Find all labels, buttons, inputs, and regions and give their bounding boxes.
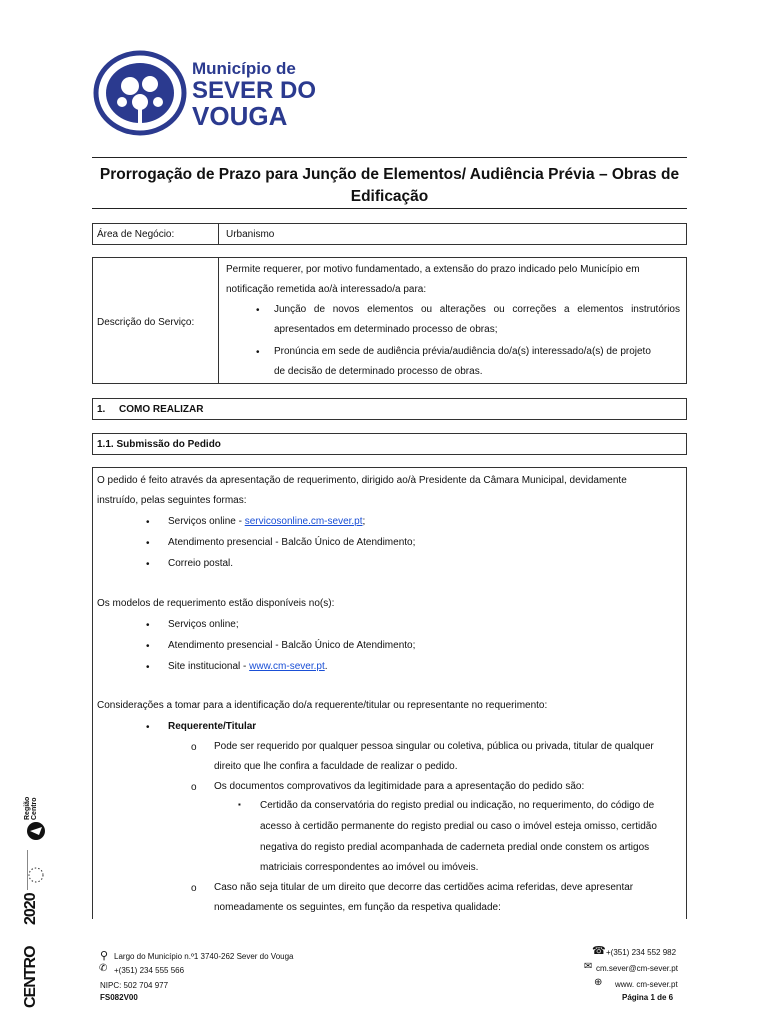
municipality-logo-emblem	[92, 50, 188, 136]
body-s1b: acesso à certidão permanente do registo predial ou caso o imóvel esteja omisso, certidão	[260, 821, 657, 832]
page-number: Página 1 de 6	[622, 993, 674, 1002]
section-1-1-title: 1.1. Submissão do Pedido	[97, 439, 221, 450]
area-value: Urbanismo	[226, 229, 275, 240]
footer-nipc: NIPC: 502 704 977	[100, 981, 169, 990]
body-s1d: matriciais correspondentes ao imóvel ou imóveis.	[260, 862, 479, 873]
footer-fax: +(351) 234 552 982	[606, 948, 677, 957]
fax-icon: ☎	[592, 945, 606, 957]
service-bullet-1b: apresentados em determinado processo de obras;	[274, 324, 498, 335]
bullet-icon: •	[256, 347, 260, 358]
logo-line-1: Município de	[192, 59, 296, 78]
page-title: Prorrogação de Prazo para Junção de Elementos/ Audiência Prévia – Obras de Edificação	[99, 166, 680, 205]
body-p2: Os modelos de requerimento estão disponíveis no(s):	[97, 598, 335, 609]
form-item-presencial: Atendimento presencial - Balcão Único de Atendimento;	[168, 537, 416, 548]
area-row	[92, 223, 687, 245]
phone-icon: ✆	[99, 963, 108, 974]
circle-bullet-icon: o	[191, 742, 197, 753]
form-item-online	[168, 512, 365, 532]
form-item-online-text: Serviços online -	[168, 516, 245, 527]
model-item-site-end: .	[324, 661, 328, 672]
body-s1a: Certidão da conservatória do registo predial ou indicação, no requerimento, do código de	[260, 800, 655, 811]
body-p1a: O pedido é feito através da apresentação de requerimento, dirigido ao/à Presidente da Câmara Municipal, devidamente	[97, 475, 627, 486]
service-label: Descrição do Serviço:	[97, 317, 195, 328]
title-bottom-rule	[92, 208, 687, 209]
municipality-logo-text	[192, 60, 316, 129]
globe-icon: ⊕	[594, 977, 603, 988]
service-bullet-2b: de decisão de determinado processo de obras.	[274, 366, 483, 377]
service-bullet-2a: Pronúncia em sede de audiência prévia/audiência do/a(s) interessado/a(s) de projeto	[274, 346, 651, 357]
bullet-icon: •	[146, 641, 150, 652]
body-s1c: negativa do registo predial acompanhada de caderneta predial onde constem os artigos	[260, 842, 650, 853]
circle-bullet-icon: o	[191, 782, 197, 793]
model-item-site	[168, 657, 328, 677]
bullet-icon: •	[146, 517, 150, 528]
regiao-centro-label: Região Centro	[24, 796, 38, 820]
bullet-icon: •	[146, 538, 150, 549]
service-divider	[218, 257, 219, 384]
area-divider	[218, 223, 219, 245]
servicos-online-link[interactable]: servicosonline.cm-sever.pt	[244, 516, 363, 527]
email-icon: ✉	[584, 961, 593, 972]
square-bullet-icon: ▪	[238, 800, 241, 809]
circle-bullet-icon: o	[191, 883, 197, 894]
bullet-icon: •	[146, 620, 150, 631]
body-o3a: Caso não seja titular de um direito que decorre das certidões acima referidas, deve apresentar	[214, 882, 634, 893]
requerente-heading: Requerente/Titular	[168, 721, 257, 732]
service-intro-1: Permite requerer, por motivo fundamentado, a extensão do prazo indicado pelo Município em	[226, 264, 640, 275]
body-p3: Considerações a tomar para a identificação do/a requerente/titular ou representante no requerimento:	[97, 700, 548, 711]
site-institucional-link[interactable]: www.cm-sever.pt	[249, 661, 325, 672]
portugal-2020-label: 2020	[22, 893, 39, 925]
body-o3b: nomeadamente os seguintes, em função da respetiva qualidade:	[214, 902, 501, 913]
footer-email[interactable]: cm.sever@cm-sever.pt	[596, 964, 678, 973]
bullet-icon: •	[146, 722, 150, 733]
body-p1b: instruído, pelas seguintes formas:	[97, 495, 247, 506]
title-top-rule	[92, 157, 687, 158]
centro-2020-label: CENTRO	[22, 946, 39, 1008]
form-item-correio: Correio postal.	[168, 558, 234, 569]
service-intro-2: notificação remetida ao/à interessado/a para:	[226, 284, 427, 295]
footer-code: FS082V00	[100, 993, 138, 1002]
body-o1a: Pode ser requerido por qualquer pessoa singular ou coletiva, pública ou privada, titular de qualquer	[214, 741, 654, 752]
logo-line-2: SEVER DO	[192, 77, 317, 104]
bullet-icon: •	[146, 662, 150, 673]
area-label: Área de Negócio:	[97, 229, 175, 240]
body-o1b: direito que lhe confira a faculdade de realizar o pedido.	[214, 761, 458, 772]
logo-line-3: VOUGA	[192, 101, 288, 131]
bullet-icon: •	[146, 559, 150, 570]
section-1-title: COMO REALIZAR	[119, 404, 204, 415]
model-item-site-text: Site institucional -	[168, 661, 250, 672]
model-item-presencial: Atendimento presencial - Balcão Único de Atendimento;	[168, 640, 416, 651]
location-pin-icon: ⚲	[100, 950, 109, 962]
footer-address: Largo do Município n.º1 3740-262 Sever do Vouga	[114, 952, 294, 961]
regiao-centro-icon	[25, 820, 47, 842]
service-bullet-1a: Junção de novos elementos ou alterações ou correções a elementos instrutórios	[274, 304, 680, 315]
bullet-icon: •	[256, 305, 260, 316]
eu-stars-icon	[26, 865, 46, 885]
form-item-online-end: ;	[362, 516, 366, 527]
model-item-online: Serviços online;	[168, 619, 239, 630]
section-1-number: 1.	[97, 404, 106, 415]
funding-logos-sidebar	[22, 780, 52, 1010]
body-o2: Os documentos comprovativos da legitimidade para a apresentação do pedido são:	[214, 781, 585, 792]
footer-phone: +(351) 234 555 566	[114, 966, 185, 975]
footer-web[interactable]: www. cm-sever.pt	[615, 980, 678, 989]
